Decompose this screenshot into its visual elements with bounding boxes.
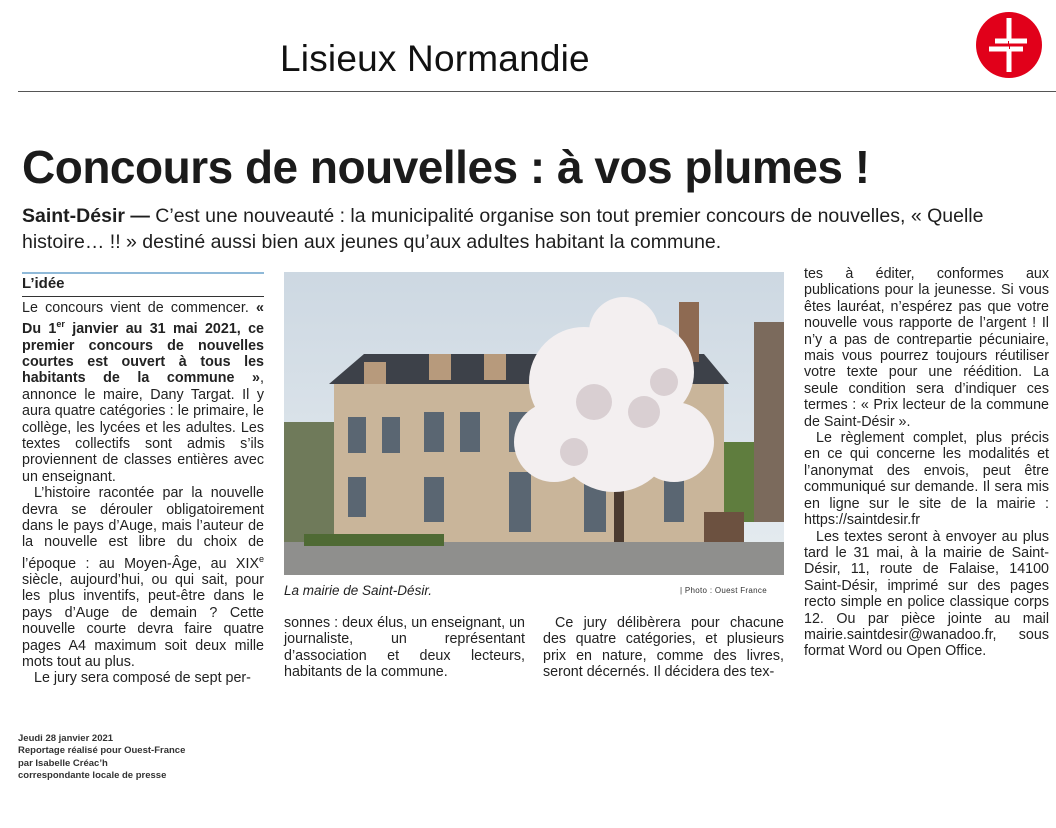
article-column-1 (22, 300, 264, 687)
footer-credits (18, 733, 185, 783)
lead-place: Saint-Désir — (22, 205, 150, 227)
footer-date: Jeudi 28 janvier 2021 (18, 733, 114, 744)
paragraph: Le concours vient de commencer. « Du 1er janvier au 31 mai 2021, ce premier concours de nouvelles courtes est ouvert à tous les habitants de la commune », annonce le maire, Dany Targat. Il y aura quatre catégories : le primaire, le collège, les lycées et les adultes. Les textes collectifs sont admis s’ils proviennent de classes entières avec un enseignant. (22, 300, 264, 485)
footer-role: correspondante locale de presse (18, 770, 167, 782)
footer-author: par Isabelle Créac’h (18, 757, 108, 769)
article-column-4 (804, 266, 1049, 660)
article-headline: Concours de nouvelles : à vos plumes ! (22, 141, 870, 193)
paragraph: L’histoire racontée par la nouvelle devra se dérouler obligatoirement dans le pays d’Auge, mais l’auteur de la nouvelle est libre du choix de l’époque : au Moyen-Âge, au XIXe siècle, aujourd’hui, ou qui sait, pour les plus inventifs, peut-être dans le pays d’Auge de demain ? Cette nouvelle courte devra faire quatre pages A4 maximum soit deux mille mots tout au plus. (22, 485, 264, 671)
paragraph: Ce jury délibèrera pour chacune des quatre catégories, et plusieurs prix en nature, comme des livres, seront décernés. Il décidera des tex- (543, 615, 784, 681)
paragraph: sonnes : deux élus, un enseignant, un journaliste, un représentant d’association et deux lecteurs, habitants de la commune. (284, 615, 525, 681)
photo-caption: La mairie de Saint-Désir. (284, 583, 433, 598)
site-url: https://saintdesir.fr (804, 512, 921, 529)
brand-logo-icon (975, 11, 1043, 79)
paragraph: Les textes seront à envoyer au plus tard le 31 mai, à la mairie de Saint-Désir, 11, route de Falaise, 14100 Saint-Désir, imprimé sur des pages recto simple en police classique corps 12. Ou par pièce jointe au mail mairie.saintdesir@wanadoo.fr, sous format Word ou Open Office. (804, 528, 1049, 660)
article-lead (22, 203, 1032, 255)
paragraph: Le règlement complet, plus précis en ce qui concerne les modalités et l’anonymat des envois, peut être communiqué sur demande. Il sera mis en ligne sur le site de la mairie : https://saintdesir.fr (804, 430, 1049, 529)
section-accent-bar (22, 272, 264, 274)
paragraph: Le jury sera composé de sept per- (34, 670, 251, 687)
town-hall-photo (284, 272, 784, 575)
header-divider (18, 91, 1056, 92)
town-hall-image (284, 272, 784, 575)
footer-report: Reportage réalisé pour Ouest-France (18, 745, 186, 757)
photo-credit: | Photo : Ouest France (680, 586, 767, 595)
lead-text: C’est une nouveauté : la municipalité organise son tout premier concours de nouvelles, « Quelle histoire… !! » destiné aussi bien aux jeunes qu’aux adultes habitant la commune. (22, 205, 984, 253)
article-column-2 (284, 615, 525, 681)
section-label: L’idée (22, 275, 65, 292)
paragraph: tes à éditer, conformes aux publications pour la jeunesse. Si vous êtes lauréat, n’espérez pas que votre nouvelle vous rapporte de l’argent ! Il n’y a pas de contrepartie pécuniaire, mais vous pourrez toujours réutiliser votre texte pour une réédition. La seule condition sera d’indiquer ces termes : « Prix lecteur de la commune de Saint-Désir ». (804, 266, 1049, 430)
page-title: Lisieux Normandie (280, 38, 590, 79)
section-divider (22, 296, 264, 297)
article-column-3 (543, 615, 784, 681)
